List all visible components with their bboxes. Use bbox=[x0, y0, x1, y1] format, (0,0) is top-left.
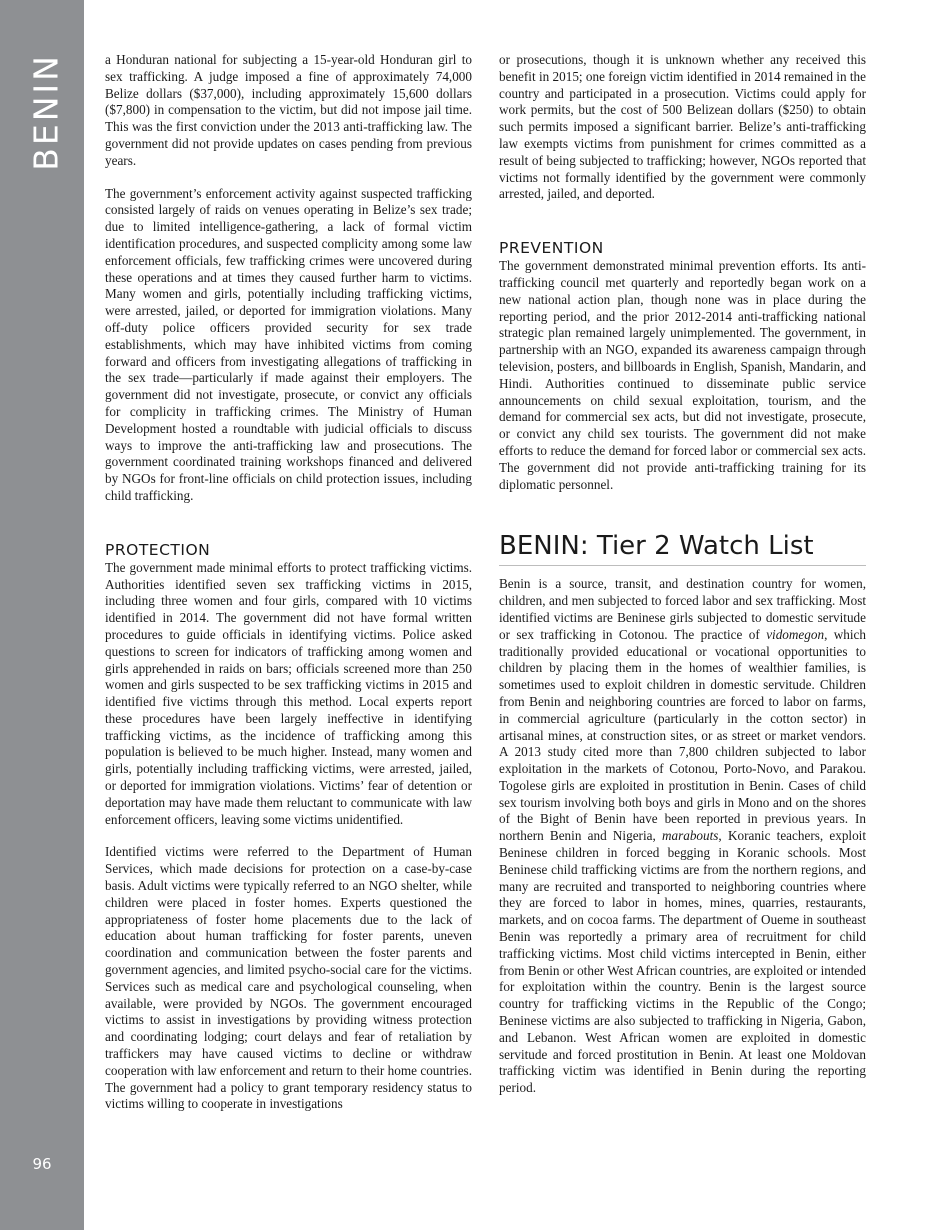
term-vidomegon: vidomegon bbox=[766, 626, 825, 642]
left-column bbox=[105, 52, 472, 1129]
overview-text-2: , which traditionally provided educational or vocational opportunities to children by placing them in the homes of wealthier families, is sometimes used to exploit children in domestic servitude. Children from Benin and neighboring countries are forced to labor on farms, in commercial agriculture (particularly in the cotton sector) in artisanal mines, at construction sites, or as street or market vendors. A 2013 study cited more than 7,800 children subjected to labor exploitation in the markets of Cotonou, Porto-Novo, and Parakou. Togolese girls are exploited in prostitution in Benin. Cases of child sex tourism involving both boys and girls in Mono and on the shores of the Bight of Benin have been reported in previous years. In northern Benin and Nigeria, bbox=[499, 626, 866, 844]
protection-heading: PROTECTION bbox=[105, 540, 211, 559]
paragraph-benin-overview bbox=[499, 576, 866, 1097]
term-marabouts: marabouts bbox=[662, 828, 719, 844]
page-number: 96 bbox=[32, 1155, 52, 1173]
paragraph-protection: The government made minimal efforts to protect trafficking victims. Authorities identified seven sex trafficking victims in 2015, including three women and four girls, compared with 10 victims identified in 2014. The government did not have formal written procedures to guide officials in identifying victims. Police asked questions to screen for indicators of trafficking among women and girls apprehended in raids on bars; officials screened more than 250 women and girls suspected to be sex trafficking victims in 2015 and identified five victims through this method. Local experts report these procedures have been largely ineffective in identifying trafficking victims, as the incidence of trafficking among this population is believed to be much higher. Instead, many women and girls, potentially including trafficking victims, were arrested, jailed, or deported for immigration violations. Victims’ fear of detention or deportation may have made them reluctant to communicate with law enforcement officers, leaving some victims unidentified. bbox=[105, 559, 472, 827]
section-tab-title: BENIN bbox=[26, 53, 66, 171]
paragraph-enforcement: The government’s enforcement activity against suspected trafficking consisted largely of raids on venues operating in Belize’s sex trade; due to limited intelligence-gathering, a lack of formal victim identification procedures, and suspected complicity among some law enforcement officials, few trafficking crimes were uncovered during these operations and at times they caused further harm to victims. Many women and girls, potentially including trafficking victims, were arrested, jailed, or deported for immigration violations. Many off-duty police officers provided security for sex trade establishments, which may have inhibited victims from coming forward and officers from investigating allegations of trafficking in the sex trade—particularly if made against their employers. The government did not investigate, prosecute, or convict any officials for complicity in trafficking crimes. The Ministry of Human Development hosted a roundtable with judicial officials to discuss ways to improve the anti-trafficking law and prosecutions. The government coordinated training workshops financed and delivered by NGOs for front-line officials on child protection issues, including child trafficking. bbox=[105, 185, 472, 503]
overview-text-1: Benin is a source, transit, and destination country for women, children, and men subjected to forced labor and sex trafficking. Most identified victims are Beninese girls subjected to domestic servitude or sex trafficking in Cotonou. The practice of bbox=[499, 576, 866, 642]
right-column bbox=[499, 52, 866, 1113]
paragraph-prevention: The government demonstrated minimal prevention efforts. Its anti-trafficking council met quarterly and reportedly began work on a new national action plan, though none was in place during the reporting period, and the prior 2012-2014 anti-trafficking national strategic plan remained largely unimplemented. The government, in partnership with an NGO, expanded its awareness campaign through television, posters, and billboards in English, Spanish, Mandarin, and Hindi. Authorities continued to disseminate public service announcements on child sexual exploitation, tourism, and the demand for commercial sex acts, but did not investigate, prosecute, or convict any child sex tourists. The government did not make efforts to reduce the demand for forced labor or commercial sex acts. The government did not provide anti-trafficking training for its diplomatic personnel. bbox=[499, 258, 866, 492]
paragraph-prosecution-end: a Honduran national for subjecting a 15-year-old Honduran girl to sex trafficking. A judge imposed a fine of approximately 74,000 Belize dollars ($37,000), including approximately 15,600 dollars ($7,800) in compensation to the victim, but did not impose jail time. This was the first conviction under the 2013 anti-trafficking law. The government did not provide updates on cases pending from previous years. bbox=[105, 52, 472, 168]
prevention-heading: PREVENTION bbox=[499, 239, 604, 258]
paragraph-victim-services: Identified victims were referred to the Department of Human Services, which made decisions for protection on a case-by-case basis. Adult victims were typically referred to an NGO shelter, while children were placed in foster homes. Experts questioned the appropriateness of foster home placements due to the lack of education about human trafficking for foster parents, uneven coordination and communication between the foster parents and government agencies, and limited psycho-social care for the victims. Services such as medical care and psychological counseling, when available, were provided by NGOs. The government encouraged victims to assist in investigations by providing witness protection and coordinating lodging; court delays and fear of retaliation by traffickers may have caused victims to decline or withdraw cooperation with law enforcement and return to their home countries. The government had a policy to grant temporary residency status to victims willing to cooperate in investigations bbox=[105, 844, 472, 1112]
country-heading: BENIN: Tier 2 Watch List bbox=[499, 531, 866, 566]
side-banner bbox=[0, 0, 84, 1230]
overview-text-3: , Koranic teachers, exploit Beninese children in forced begging in Koranic schools. Most Beninese child trafficking victims are from the northern regions, and many are recruited and transported to neighboring countries where they are forced to labor in homes, mines, quarries, restaurants, markets, and on cocoa farms. The department of Oueme in southeast Benin was reportedly a primary area of recruitment for child trafficking victims. Most child victims intercepted in Benin, either from Benin or other West African countries, are exploited or intended for exploitation within the country. Benin is the largest source country for trafficking victims in the Republic of the Congo; Beninese victims are also subjected to trafficking in Nigeria, Gabon, and Lebanon. West African women are exploited in domestic servitude and forced prostitution in Benin. At least one Moldovan trafficking victim was identified in Benin during the reporting period. bbox=[499, 828, 867, 1096]
paragraph-protection-cont: or prosecutions, though it is unknown whether any received this benefit in 2015; one foreign victim identified in 2014 remained in the country and participated in a prosecution. Victims could apply for work permits, but the cost of 500 Belizean dollars ($250) to obtain such permits imposed a significant barrier. Belize’s anti-trafficking law exempts victims from punishment for crimes committed as a result of being subjected to trafficking; however, NGOs reported that victims not formally identified by the government were commonly arrested, jailed, and deported. bbox=[499, 52, 866, 202]
